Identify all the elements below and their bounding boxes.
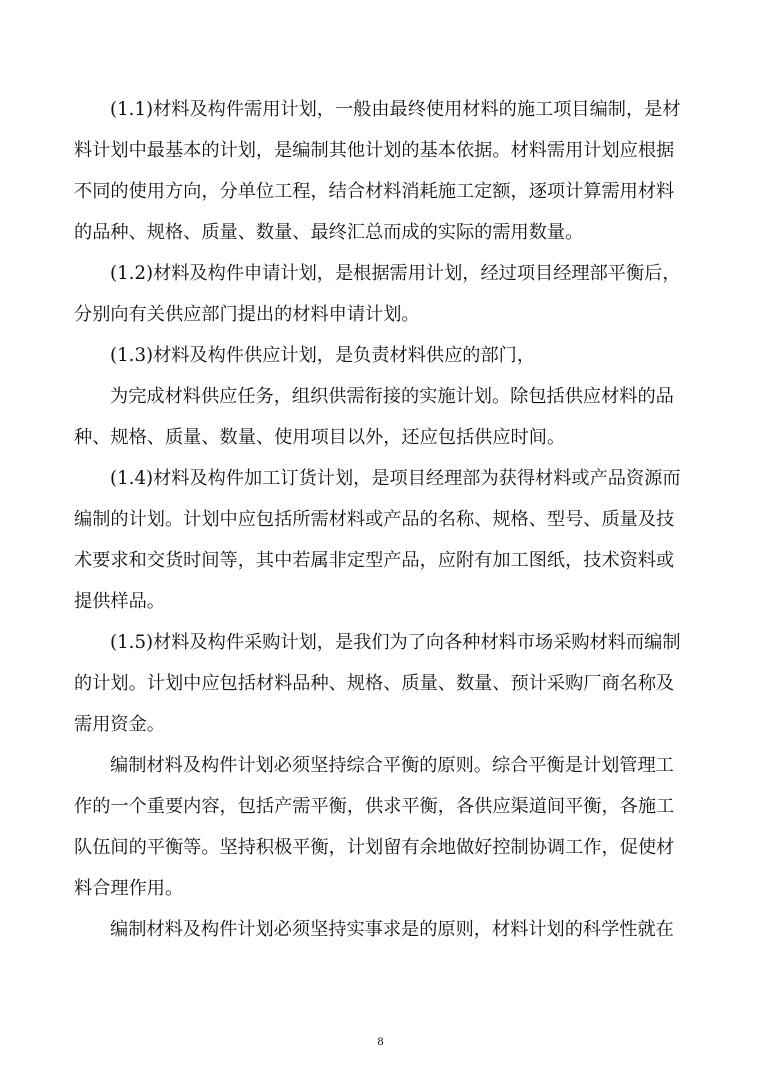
text-line: (1.5)材料及构件采购计划，是我们为了向各种材料市场采购材料而编制 bbox=[110, 632, 681, 653]
text-line: 分别向有关供应部门提出的材料申请计划。 bbox=[74, 304, 420, 325]
text-line: 为完成材料供应任务，组织供需衔接的实施计划。除包括供应材料的品 bbox=[110, 386, 674, 407]
text-line: 编制材料及构件计划必须坚持综合平衡的原则。综合平衡是计划管理工 bbox=[110, 755, 674, 776]
text-line: 需用资金。 bbox=[74, 714, 165, 735]
text-line: 编制材料及构件计划必须坚持实事求是的原则，材料计划的科学性就在 bbox=[110, 919, 674, 940]
text-line: 提供样品。 bbox=[74, 591, 165, 612]
text-line: 术要求和交货时间等，其中若属非定型产品，应附有加工图纸，技术资料或 bbox=[74, 550, 675, 571]
text-line: 料合理作用。 bbox=[74, 878, 184, 899]
text-line: (1.1)材料及构件需用计划，一般由最终使用材料的施工项目编制，是材 bbox=[110, 99, 681, 120]
text-line: 不同的使用方向，分单位工程，结合材料消耗施工定额，逐项计算需用材料 bbox=[74, 181, 675, 202]
text-line: (1.3)材料及构件供应计划，是负责材料供应的部门， bbox=[110, 345, 536, 366]
text-line: 种、规格、质量、数量、使用项目以外，还应包括供应时间。 bbox=[74, 427, 566, 448]
text-line: 的计划。计划中应包括材料品种、规格、质量、数量、预计采购厂商名称及 bbox=[74, 673, 675, 694]
text-line: 编制的计划。计划中应包括所需材料或产品的名称、规格、型号、质量及技 bbox=[74, 509, 675, 530]
page-number: 8 bbox=[377, 1034, 384, 1048]
text-line: 的品种、规格、质量、数量、最终汇总而成的实际的需用数量。 bbox=[74, 222, 584, 243]
text-line: 队伍间的平衡等。坚持积极平衡，计划留有余地做好控制协调工作，促使材 bbox=[74, 837, 675, 858]
text-line: (1.2)材料及构件申请计划，是根据需用计划，经过项目经理部平衡后， bbox=[110, 263, 681, 284]
text-line: 料计划中最基本的计划，是编制其他计划的基本依据。材料需用计划应根据 bbox=[74, 140, 675, 161]
text-line: 作的一个重要内容，包括产需平衡，供求平衡，各供应渠道间平衡，各施工 bbox=[74, 796, 675, 817]
text-line: (1.4)材料及构件加工订货计划，是项目经理部为获得材料或产品资源而 bbox=[110, 468, 681, 489]
